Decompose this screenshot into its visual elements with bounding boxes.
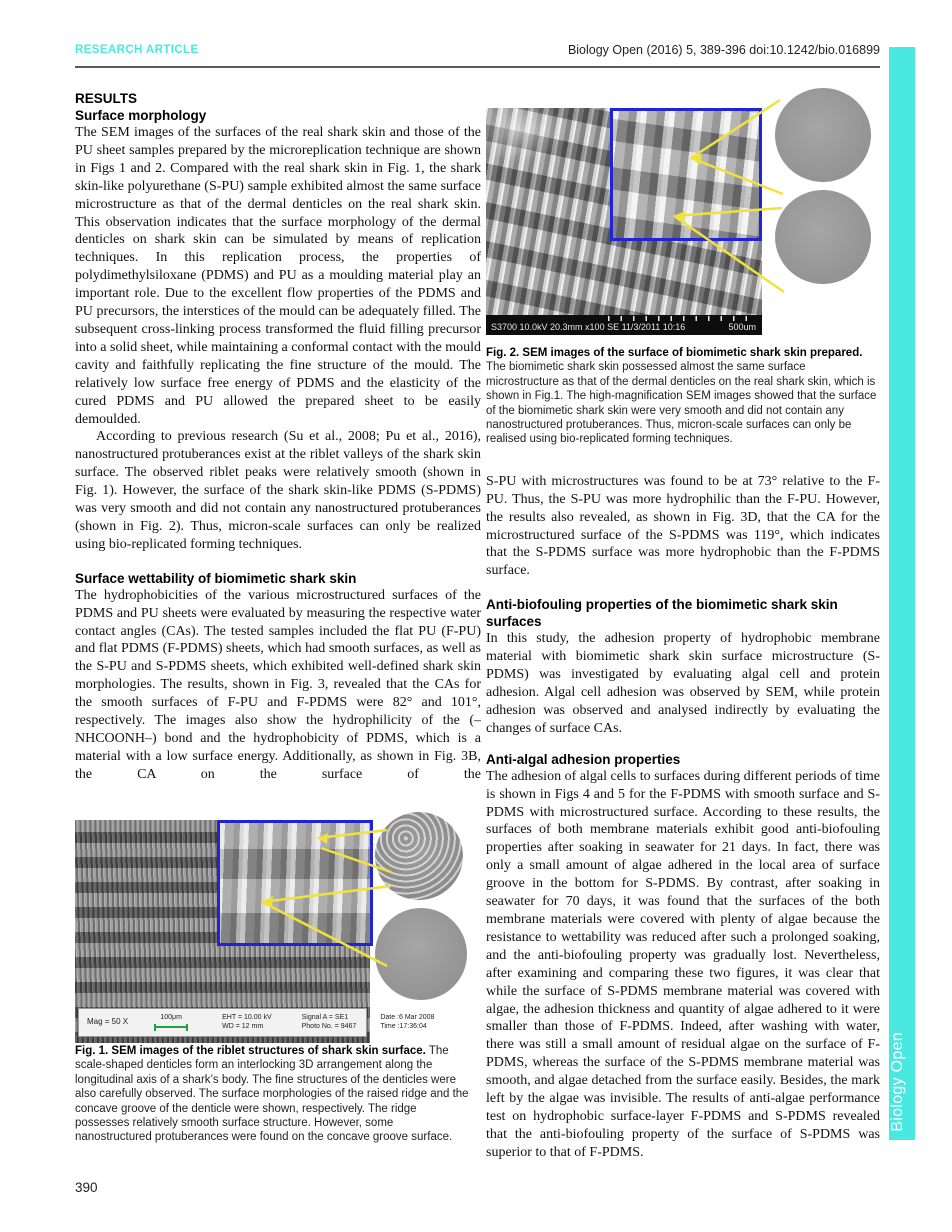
fig2-scale-ticks bbox=[608, 316, 758, 321]
fig1-caption-title: Fig. 1. SEM images of the riblet structures of shark skin surface. bbox=[75, 1045, 426, 1057]
fig2-inset-highlight-box bbox=[610, 108, 762, 241]
fig1-time: Time :17:36:04 bbox=[380, 1022, 427, 1030]
fig1-date: Date :6 Mar 2008 bbox=[380, 1014, 435, 1021]
paragraph-antibiofouling: In this study, the adhesion property of hydrophobic membrane material with biomimetic shark skin surface microstructure (S-PDMS) was investigated by evaluating algal cell and protein adhesion. Algal cell adhesion was observed by SEM, while protein adhesion was observed and analysed indirectly by evaluating the changes of surface CAs. bbox=[486, 631, 880, 736]
surface-wettability-heading: Surface wettability of biomimetic shark skin bbox=[75, 570, 357, 586]
fig1-inset-highlight-box bbox=[217, 820, 373, 946]
fig1-signal: Signal A = SE1 bbox=[301, 1014, 349, 1021]
paragraph-morphology-1: The SEM images of the surfaces of the real shark skin and those of the PU sheet samples prepared by the microreplication technique are shown in Figs 1 and 2. Compared with the real shark skin in Fig. 1, the shark skin-like polyurethane (S-PU) sample exhibited almost the same surface microstructure as that of the dermal denticles on the real shark skin. This observation indicates that the surface morphology of the dermal denticles on shark skin can be simulated by means of replication techniques. In this replication process, the properties of polydimethylsiloxane (PDMS) and PU as a moulding material play an important role. Due to the excellent flow properties of the PDMS and PU precursors, the interstices of the mould can be adequately filled. The subsequent cross-linking process transformed the fluid filling precursor into a solid sheet, while maintaining a conformal contact with the mould cavity and faithfully replicating the fine structure of the mould. The relatively low surface free energy of PDMS and the elasticity of the cured PDMS and PU allowed the prepared sheet to be easily demoulded. bbox=[75, 125, 481, 427]
paragraph-antialgal: The adhesion of algal cells to surfaces during different periods of time is shown in Figs 4 and 5 for the F-PDMS with smooth surface and S-PDMS with microstructured surface. According to these results, the surfaces of both membrane materials exhibit good anti-biofouling properties after soaking in seawater for 21 days. In fact, there was only a small amount of algae adhered in the local area of surface groove in the bottom for S-PDMS. By contrast, after soaking in seawater for 70 days, it was found that the surfaces of the both membrane materials were covered with plenty of algae because the resistance to wettability was reduced after such a prolonged soaking, and the anti-biofouling property was gradually lost. Nevertheless, after examining and comparing these two figures, it was clear that while the surface of S-PDMS membrane material was covered with algae, the adhesion thickness and quantity of algae adhered to it were smaller than those of F-PDMS. Indeed, after washing with water, there was still a small amount of residual algae on the surface of F-PDMS, whereas the surface of the S-PDMS membrane material was smooth, and algae detached from the surface easily. Besides, the mark left by the algae was invisible. The results of anti-algae performance test on hydrophobic surface-layer F-PDMS and S-PDMS revealed that the anti-biofouling property of the surface of S-PDMS was superior to that of F-PDMS. bbox=[486, 768, 880, 1160]
section-spacer bbox=[486, 580, 880, 596]
fig2-sem-statusbar bbox=[486, 315, 762, 335]
fig2-detail-circle-bottom bbox=[775, 190, 871, 284]
section-spacer bbox=[75, 554, 481, 570]
fig1-caption-body: The scale-shaped denticles form an interlocking 3D arrangement along the longitudinal axis of a shark’s body. The fine structures of the denticles were also carefully observed. The surface morphologies of the raised ridge and the concave groove of the denticle were shown, respectively. The ridge possesses relatively smooth surface structure. However, some nanostructured protuberances were found on the concave groove surface. bbox=[75, 1045, 469, 1144]
anti-biofouling-heading: Anti-biofouling properties of the biomimetic shark skin surfaces bbox=[486, 597, 838, 630]
results-heading: RESULTS bbox=[75, 91, 138, 106]
fig1-scale-bar bbox=[154, 1014, 188, 1031]
fig1-eht-wd bbox=[222, 1014, 271, 1031]
anti-algal-heading: Anti-algal adhesion properties bbox=[486, 751, 681, 767]
fig1-scale-label: 100μm bbox=[160, 1014, 182, 1022]
paragraph-wettability: The hydrophobicities of the various microstructured surfaces of the PDMS and PU sheets were evaluated by measuring the respective water contact angles (CAs). The tested samples included the flat PU (F-PU) and flat PDMS (F-PDMS) sheets, which had smooth surfaces, as well as the S-PU and S-PDMS sheets, which exhibited well-defined shark skin morphologies. The results, shown in Fig. 3, revealed that the CAs for the smooth surfaces of F-PU and F-PDMS were 82° and 101°, respectively. The images also show the hydrophilicity of the (–NHCOONH–) bond and the hydrophobicity of PDMS, which is a material with a low surface energy. Additionally, as shown in Fig. 3B, the CA on the surface of the bbox=[75, 587, 481, 782]
page-number: 390 bbox=[75, 1180, 98, 1195]
figure-2 bbox=[486, 88, 880, 338]
fig1-photo-no: Photo No. = 9467 bbox=[301, 1022, 357, 1030]
fig1-detail-circle-rough bbox=[375, 812, 463, 900]
fig2-instrument-text: S3700 10.0kV 20.3mm x100 SE 11/3/2011 10:16 bbox=[491, 322, 686, 332]
fig1-signal-photo bbox=[302, 1014, 357, 1031]
fig1-wd: WD = 12 mm bbox=[222, 1022, 264, 1030]
header-rule bbox=[75, 66, 880, 68]
fig1-sem-infobar bbox=[78, 1008, 435, 1037]
fig2-detail-circle-top bbox=[775, 88, 871, 182]
right-column bbox=[486, 346, 880, 1162]
fig1-date-time bbox=[380, 1014, 434, 1031]
fig2-scale-label: 500um bbox=[728, 322, 756, 332]
journal-brand-bar bbox=[889, 47, 915, 1140]
journal-brand-label: Biology Open bbox=[889, 1032, 906, 1132]
fig2-caption-body: The biomimetic shark skin possessed almost the same surface microstructure as that of the dermal denticles on the real shark skin, which is shown in Fig.1. The high-magnification SEM images showed that the surface of the biomimetic shark skin were very smooth and did not contain any nanostructured protuberances. Thus, micron-scale surfaces can only be realised using bio-replicated forming techniques. bbox=[486, 361, 877, 446]
paragraph-morphology-2: According to previous research (Su et al., 2008; Pu et al., 2016), nanostructured protuberances exist at the riblet valleys of the shark skin surface. The observed riblet peaks were relatively smooth (shown in Fig. 1). However, the surface of the shark skin-like PDMS (S-PDMS) was very smooth and did not contain any nanostructured protuberances (shown in Fig. 2). Thus, micron-scale surfaces can only be realized using bio-replicated forming techniques. bbox=[75, 429, 481, 552]
fig1-magnification: Mag = 50 X bbox=[87, 1017, 129, 1027]
surface-morphology-heading: Surface morphology bbox=[75, 108, 207, 123]
section-spacer bbox=[486, 738, 880, 751]
scale-bracket-icon bbox=[154, 1024, 188, 1031]
figure-1 bbox=[75, 806, 481, 1041]
paragraph-contact-angle: S-PU with microstructures was found to be at 73° relative to the F-PU. Thus, the S-PU was more hydrophilic than the F-PU. However, the results also revealed, as shown in Fig. 3D, that the CA for the microstructured surface of the S-PDMS was 119°, which indicates that the S-PDMS surface was more hydrophobic than the F-PDMS surface. bbox=[486, 473, 880, 579]
fig1-eht: EHT = 10.00 kV bbox=[222, 1014, 272, 1021]
fig1-detail-circle-smooth bbox=[375, 908, 467, 1000]
fig2-caption-title: Fig. 2. SEM images of the surface of biomimetic shark skin prepared. bbox=[486, 347, 863, 359]
left-column bbox=[75, 90, 481, 784]
fig1-caption bbox=[75, 1044, 473, 1145]
journal-citation: Biology Open (2016) 5, 389-396 doi:10.1242/bio.016899 bbox=[567, 43, 880, 57]
fig2-caption bbox=[486, 346, 880, 447]
research-article-label: RESEARCH ARTICLE bbox=[75, 44, 199, 56]
